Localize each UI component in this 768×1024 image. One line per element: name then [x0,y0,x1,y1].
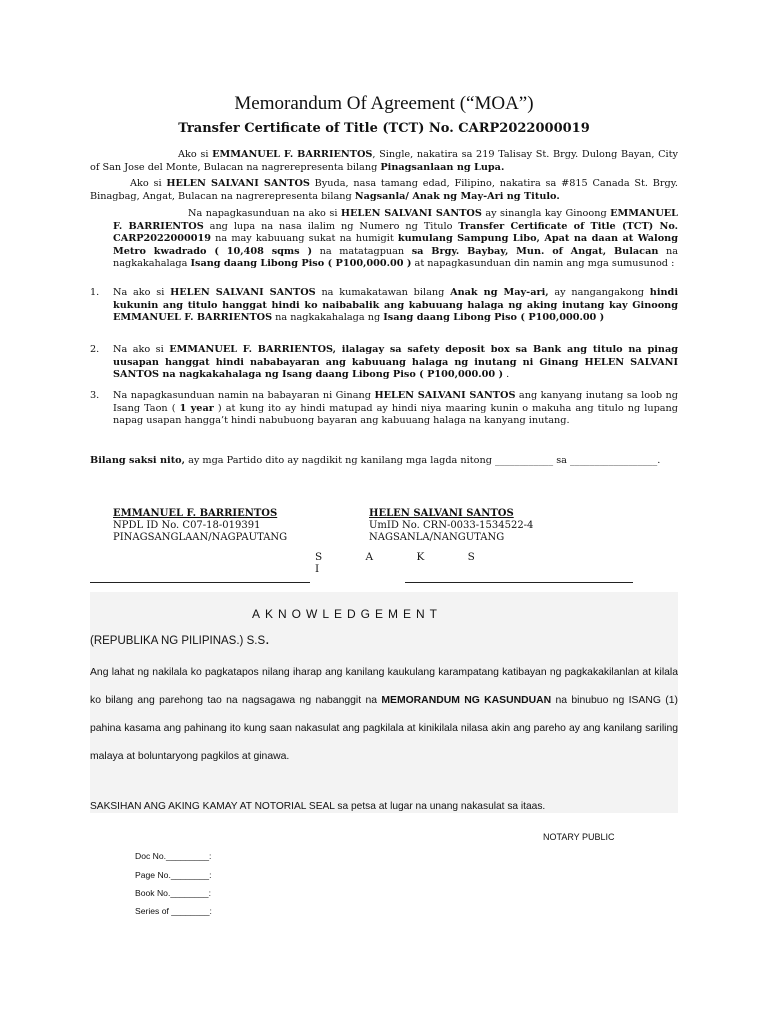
witness-signature-line-right [405,582,633,583]
venue-line [90,631,490,649]
signatory-id: UmID No. CRN-0033-1534522-4 [369,520,534,531]
paragraph-agreement [113,208,678,271]
signatory-name: HELEN SALVANI SANTOS [369,508,514,519]
list-item-3 [113,390,678,428]
text: at napagkasunduan din namin ang mga sumusunod : [411,258,675,270]
series-line: Series of ________: [135,906,212,916]
list-number: 1. [90,287,100,298]
text-bold: 1 year [179,402,214,414]
doc-number-line: Doc No._________: [135,851,212,861]
list-item-1 [113,287,678,325]
text: na may kabuuang sukat na humigit [210,233,398,245]
list-item-2 [113,344,678,382]
text-bold: hindi kukunin ang titulo hanggat hindi ko naibabalik ang kabuuang halaga ng aking inutang kay Ginoong EMMANUEL F. BARRIENTOS [113,287,679,324]
text-bold: EMMANUEL F. BARRIENTOS, ilalagay sa safety deposit box sa Bank ang titulo na pinag uusapan hanggat hindi nababayaran ang kabuuang halaga ng inutang ni Ginang HELEN SALVANI SANTOS na nagkakahalaga ng Isang daang Libong Piso ( P100,000.00 ) [113,344,679,381]
text: Byuda, nasa tamang edad, Filipino, nakatira sa #815 Canada St. Brgy. Binagbag, Angat, Bulacan na nagrerepresenta bilang [90,178,679,202]
party-name: EMMANUEL F. BARRIENTOS [212,149,373,160]
acknowledgement-body [90,659,678,771]
seal-statement: SAKSIHAN ANG AKING KAMAY AT NOTORIAL SEAL sa petsa at lugar na unang nakasulat sa itaas. [90,801,546,812]
text: Ako si [130,178,167,189]
signatory-role: PINAGSANGLAAN/NAGPAUTANG [113,532,288,543]
list-number: 2. [90,344,100,355]
party-name: HELEN SALVANI SANTOS [166,178,310,189]
signatory-role: NAGSANLA/NANGUTANG [369,532,505,543]
book-number-line: Book No.________: [135,888,211,898]
text: na kumakatawan bilang [315,287,451,298]
party-role: Nagsanla/ Anak ng May-Ari ng Titulo. [354,190,560,202]
acknowledgement-title: AKNOWLEDGEMENT [252,607,443,621]
text: . [503,369,510,381]
paragraph-party-1 [90,149,678,174]
page-number-line: Page No.________: [135,870,212,880]
text-bold: sa Brgy. Baybay, Mun. of Angat, Bulacan [411,245,659,257]
text-bold: MEMORANDUM NG KASUNDUAN [381,695,552,706]
text-bold: kumulang Sampung Libo, Apat na daan at Walong Metro kwadrado ( 10,408 sqms ) [113,233,678,257]
text: Ang lahat ng nakilala ko pagkatapos nilang iharap ang kanilang kaukulang karampatang katibayan ng pagkakakilanlan at kilala ko bilang ang parehong tao na nagsagawa ng nabanggit na [90,667,678,706]
text-bold: HELEN SALVANI SANTOS [170,287,316,298]
text: ay mga Partido dito ay nagdikit ng kanilang mga lagda nitong ____________ sa __________________. [185,455,661,466]
text: Ako si [178,149,213,160]
text-bold: Isang daang Libong Piso ( P100,000.00 ) [190,258,412,270]
document-title: Memorandum Of Agreement (“MOA”) [234,93,534,114]
text: ay sinangla kay Ginoong [481,208,611,219]
text: Na napagkasunduan na ako si [188,208,341,219]
document-subtitle: Transfer Certificate of Title (TCT) No. CARP2022000019 [178,121,590,136]
text: na matatagpuan [312,245,412,257]
text: Na ako si [113,344,170,355]
signature-block-left [113,508,343,544]
text-bold: HELEN SALVANI SANTOS [374,390,516,401]
party-role: Pinagsanlaan ng Lupa. [380,161,505,173]
text: ay nangangakong [548,287,650,298]
signature-block-right [369,508,599,544]
signatory-id: NPDL ID No. C07-18-019391 [113,520,261,531]
text: . [265,631,270,648]
text-bold: HELEN SALVANI SANTOS [340,208,482,219]
text: na nagkakahalaga ng [272,312,384,324]
text-bold: Isang daang Libong Piso ( P100,000.00 ) [383,312,605,324]
text: Na ako si [113,287,171,298]
text: ) at kung ito ay hindi matupad ay hindi niya maaring kunin o makuha ang titulo ng lupang napag usapan hangga’t hindi nabubuong bayaran ang kabuuang halaga na kanyang inutang. [113,402,678,427]
text-bold: EMMANUEL F. BARRIENTOS [113,208,678,232]
paragraph-party-2 [90,178,678,203]
text: ang lupa na nasa ilalim ng Numero ng Titulo [203,220,459,232]
text: na nagkakahalaga [113,245,678,270]
text: (REPUBLIKA NG PILIPINAS.) S.S [90,635,266,647]
witness-signature-line-left [90,582,310,583]
witness-heading: S A K S I [315,551,495,575]
text: ang kanyang inutang sa loob ng Isang Taon ( [113,390,678,414]
text: Na napagkasunduan namin na babayaran ni Ginang [113,390,375,401]
signatory-name: EMMANUEL F. BARRIENTOS [113,508,278,519]
notary-public-label: NOTARY PUBLIC [543,832,615,842]
witness-clause [90,455,678,468]
text-bold: Bilang saksi nito, [90,455,185,466]
text: na binubuo ng ISANG (1) pahina kasama ang pahinang ito kung saan nakasulat ang pagkilala at kinikilala nilasa akin ang pareho ay ang kanilang sariling malaya at boluntaryong pagkilos at ginawa. [90,695,678,762]
text-bold: Transfer Certificate of Title (TCT) No. CARP2022000019 [113,220,679,245]
list-number: 3. [90,390,100,401]
text-bold: Anak ng May-ari, [450,287,549,298]
text: , Single, nakatira sa 219 Talisay St. Brgy. Dulong Bayan, City of San Jose del Monte, Bulacan na nagrerepresenta bilang [90,149,678,173]
